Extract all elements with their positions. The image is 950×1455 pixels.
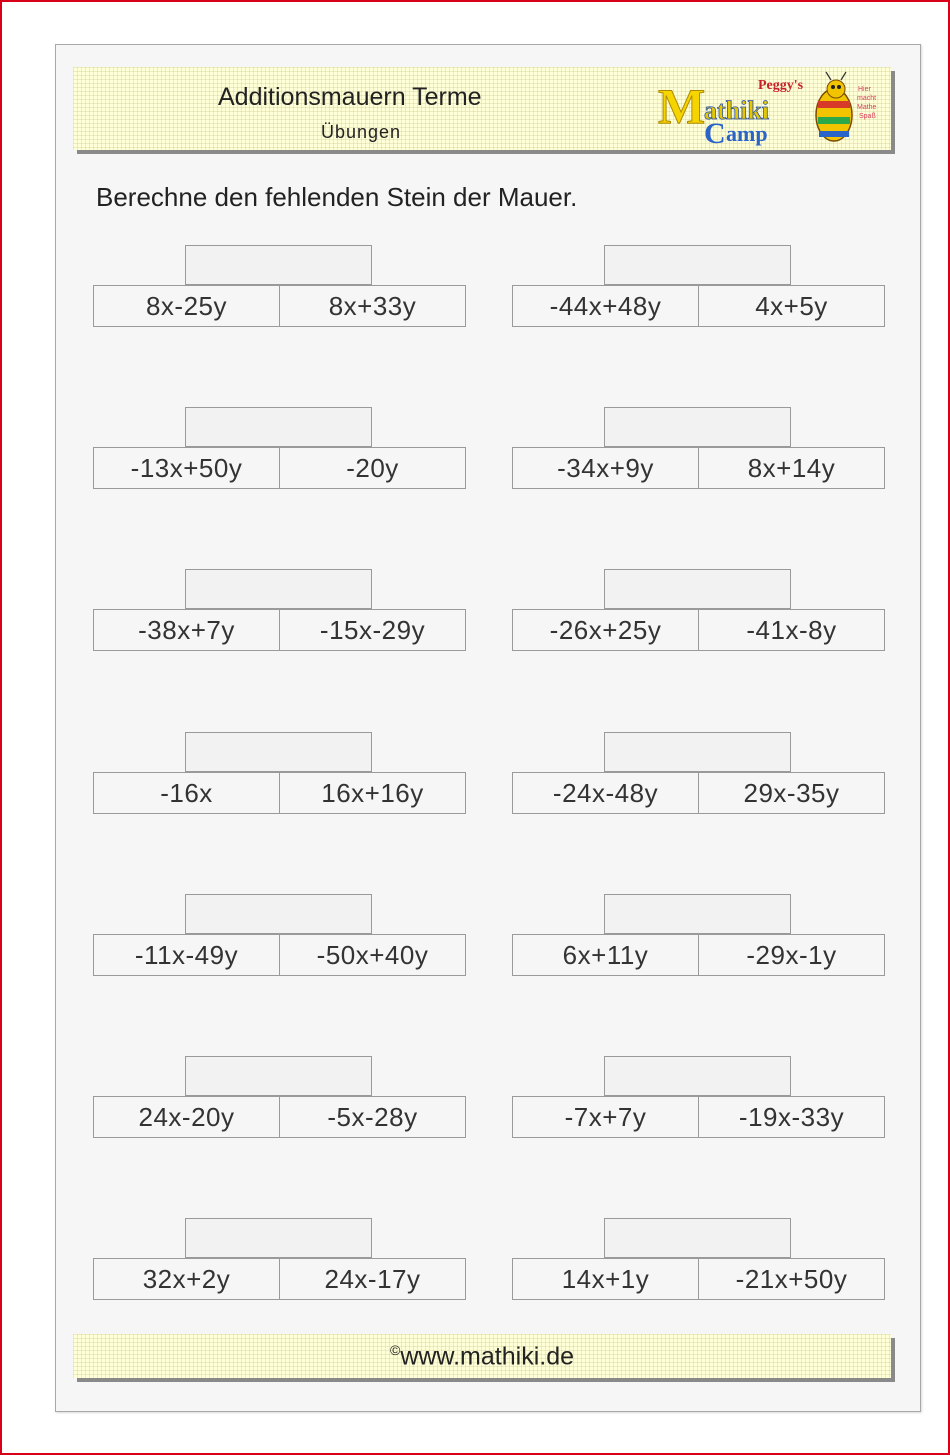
term-brick-right: 4x+5y xyxy=(698,285,885,327)
svg-text:C: C xyxy=(704,117,726,149)
page-title: Additionsmauern Terme xyxy=(218,83,482,111)
term-brick-left: 6x+11y xyxy=(512,934,699,976)
term-brick-left: 8x-25y xyxy=(93,285,280,327)
number-wall xyxy=(93,1056,467,1140)
number-wall xyxy=(93,894,467,978)
term-brick-left: -11x-49y xyxy=(93,934,280,976)
answer-brick[interactable] xyxy=(185,1056,372,1096)
svg-text:amp: amp xyxy=(726,121,768,146)
term-brick-right: -29x-1y xyxy=(698,934,885,976)
svg-text:Spaß: Spaß xyxy=(859,113,876,120)
svg-text:Hier: Hier xyxy=(858,86,871,93)
answer-brick[interactable] xyxy=(604,245,791,285)
number-wall xyxy=(93,407,467,491)
copyright-symbol: © xyxy=(390,1342,401,1358)
number-wall xyxy=(512,1218,886,1302)
answer-brick[interactable] xyxy=(604,894,791,934)
footer-url-text: www.mathiki.de xyxy=(400,1342,574,1371)
answer-brick[interactable] xyxy=(185,732,372,772)
term-brick-right: 16x+16y xyxy=(279,772,466,814)
term-brick-left: -34x+9y xyxy=(512,447,699,489)
answer-brick[interactable] xyxy=(185,245,372,285)
number-wall xyxy=(93,569,467,653)
number-wall xyxy=(512,1056,886,1140)
term-brick-left: -13x+50y xyxy=(93,447,280,489)
svg-text:macht: macht xyxy=(857,95,877,102)
term-brick-right: -19x-33y xyxy=(698,1096,885,1138)
term-brick-right: 29x-35y xyxy=(698,772,885,814)
number-wall xyxy=(512,245,886,329)
term-brick-right: -20y xyxy=(279,447,466,489)
number-wall xyxy=(512,569,886,653)
svg-text:Mathe: Mathe xyxy=(857,104,877,111)
term-brick-right: -21x+50y xyxy=(698,1258,885,1300)
term-brick-left: -24x-48y xyxy=(512,772,699,814)
term-brick-right: -15x-29y xyxy=(279,609,466,651)
number-wall xyxy=(512,407,886,491)
answer-brick[interactable] xyxy=(185,894,372,934)
answer-brick[interactable] xyxy=(185,569,372,609)
term-brick-left: -44x+48y xyxy=(512,285,699,327)
number-wall xyxy=(93,245,467,329)
answer-brick[interactable] xyxy=(185,1218,372,1258)
term-brick-left: -26x+25y xyxy=(512,609,699,651)
number-wall xyxy=(93,1218,467,1302)
svg-text:M: M xyxy=(658,78,706,134)
number-wall xyxy=(93,732,467,816)
answer-brick[interactable] xyxy=(185,407,372,447)
svg-text:Peggy's: Peggy's xyxy=(758,78,804,93)
term-brick-left: -16x xyxy=(93,772,280,814)
svg-text:athiki: athiki xyxy=(704,96,770,125)
term-brick-right: -5x-28y xyxy=(279,1096,466,1138)
number-wall xyxy=(512,732,886,816)
term-brick-left: 14x+1y xyxy=(512,1258,699,1300)
worksheet-footer xyxy=(73,1334,891,1378)
term-brick-right: 8x+14y xyxy=(698,447,885,489)
term-brick-left: 32x+2y xyxy=(93,1258,280,1300)
term-brick-right: 8x+33y xyxy=(279,285,466,327)
answer-brick[interactable] xyxy=(604,1056,791,1096)
term-brick-right: -41x-8y xyxy=(698,609,885,651)
term-brick-left: -38x+7y xyxy=(93,609,280,651)
answer-brick[interactable] xyxy=(604,1218,791,1258)
term-brick-left: -7x+7y xyxy=(512,1096,699,1138)
term-brick-right: -50x+40y xyxy=(279,934,466,976)
footer-url[interactable] xyxy=(73,1342,891,1371)
worksheet-header xyxy=(73,67,891,150)
answer-brick[interactable] xyxy=(604,569,791,609)
number-wall xyxy=(512,894,886,978)
term-brick-right: 24x-17y xyxy=(279,1258,466,1300)
answer-brick[interactable] xyxy=(604,732,791,772)
bee-mascot-logo xyxy=(658,71,883,149)
term-brick-left: 24x-20y xyxy=(93,1096,280,1138)
page-subtitle: Übungen xyxy=(321,122,402,142)
answer-brick[interactable] xyxy=(604,407,791,447)
instruction-text: Berechne den fehlenden Stein der Mauer. xyxy=(96,182,578,212)
